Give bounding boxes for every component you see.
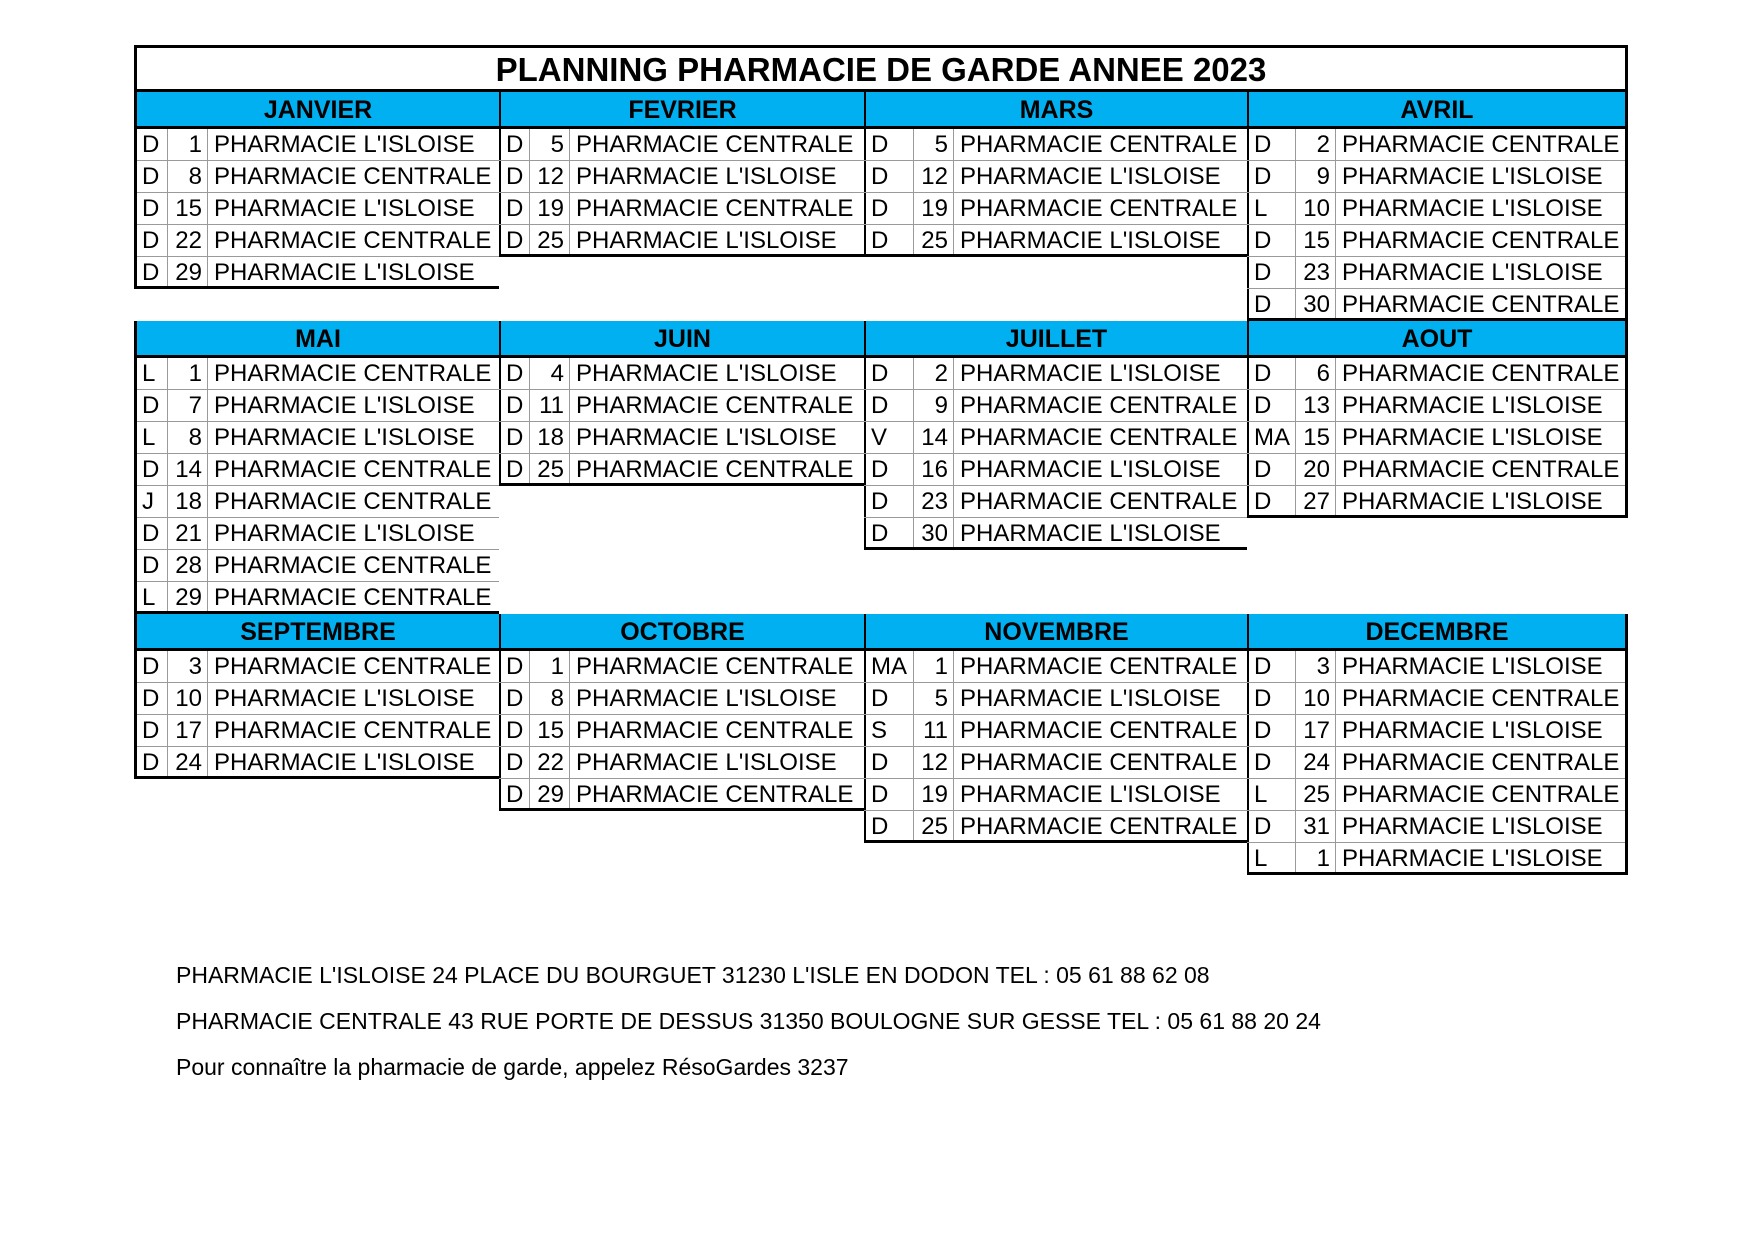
date-cell: 20	[1296, 454, 1336, 485]
date-cell: 7	[168, 390, 208, 421]
pharmacy-cell: PHARMACIE CENTRALE	[960, 653, 1238, 680]
day-cell: D	[1247, 358, 1296, 389]
day-cell: D	[1247, 715, 1296, 746]
pharmacy-cell: PHARMACIE L'ISLOISE	[214, 392, 475, 419]
duty-row	[1247, 683, 1625, 715]
duty-row	[1247, 129, 1625, 161]
pharmacy-cell: PHARMACIE CENTRALE	[214, 552, 492, 579]
pharmacy-cell: PHARMACIE L'ISLOISE	[960, 163, 1221, 190]
duty-row	[864, 811, 1247, 843]
month-header: JUIN	[499, 321, 864, 358]
duty-row	[137, 358, 499, 390]
date-cell: 5	[914, 129, 954, 160]
date-cell: 5	[530, 129, 570, 160]
date-cell: 6	[1296, 358, 1336, 389]
month-header: AVRIL	[1247, 92, 1628, 129]
day-cell: D	[1247, 225, 1296, 256]
date-cell: 15	[1296, 422, 1336, 453]
date-cell: 16	[914, 454, 954, 485]
date-cell: 5	[914, 683, 954, 714]
date-cell: 18	[168, 486, 208, 517]
day-cell: L	[1247, 779, 1296, 810]
duty-row	[137, 257, 499, 289]
duty-row	[137, 454, 499, 486]
date-cell: 22	[530, 747, 570, 778]
date-cell: 17	[1296, 715, 1336, 746]
date-cell: 12	[914, 161, 954, 192]
duty-row	[137, 486, 499, 518]
pharmacy-cell: PHARMACIE L'ISLOISE	[214, 749, 475, 776]
pharmacy-cell: PHARMACIE CENTRALE	[960, 488, 1238, 515]
pharmacy-cell: PHARMACIE L'ISLOISE	[960, 520, 1221, 547]
pharmacy-cell: PHARMACIE CENTRALE	[576, 392, 854, 419]
date-cell: 24	[1296, 747, 1336, 778]
day-cell: D	[499, 651, 530, 682]
month-header: AOUT	[1247, 321, 1628, 358]
pharmacy-cell: PHARMACIE L'ISLOISE	[576, 685, 837, 712]
date-cell: 1	[530, 651, 570, 682]
date-cell: 25	[530, 225, 570, 254]
pharmacy-cell: PHARMACIE CENTRALE	[960, 717, 1238, 744]
month-block	[134, 129, 499, 289]
date-cell: 25	[530, 454, 570, 483]
pharmacy-cell: PHARMACIE L'ISLOISE	[576, 424, 837, 451]
duty-row	[137, 422, 499, 454]
date-cell: 27	[1296, 486, 1336, 515]
duty-row	[864, 358, 1247, 390]
month-block	[1247, 651, 1628, 875]
duty-row	[499, 715, 864, 747]
duty-row	[1247, 715, 1625, 747]
date-cell: 12	[914, 747, 954, 778]
pharmacy-cell: PHARMACIE CENTRALE	[960, 749, 1238, 776]
day-cell: D	[1247, 161, 1296, 192]
duty-row	[864, 747, 1247, 779]
pharmacy-cell: PHARMACIE L'ISLOISE	[214, 195, 475, 222]
pharmacy-cell: PHARMACIE L'ISLOISE	[576, 163, 837, 190]
pharmacy-cell: PHARMACIE CENTRALE	[960, 813, 1238, 840]
day-cell: D	[499, 422, 530, 453]
pharmacy-cell: PHARMACIE L'ISLOISE	[1342, 845, 1603, 872]
pharmacy-cell: PHARMACIE L'ISLOISE	[1342, 424, 1603, 451]
day-cell: D	[499, 390, 530, 421]
month-header: OCTOBRE	[499, 614, 864, 651]
date-cell: 1	[168, 129, 208, 160]
pharmacy-cell: PHARMACIE L'ISLOISE	[214, 424, 475, 451]
date-cell: 4	[530, 358, 570, 389]
pharmacy-cell: PHARMACIE CENTRALE	[576, 456, 854, 483]
month-header: JANVIER	[134, 92, 499, 129]
month-block	[134, 651, 499, 779]
duty-row	[1247, 422, 1625, 454]
duty-row	[499, 225, 864, 257]
day-cell: D	[499, 193, 530, 224]
date-cell: 19	[914, 779, 954, 810]
duty-row	[137, 390, 499, 422]
day-cell: D	[1247, 289, 1296, 318]
date-cell: 17	[168, 715, 208, 746]
pharmacy-cell: PHARMACIE CENTRALE	[1342, 749, 1620, 776]
month-block	[499, 129, 864, 257]
duty-row	[1247, 390, 1625, 422]
pharmacy-cell: PHARMACIE CENTRALE	[576, 781, 854, 808]
duty-row	[1247, 193, 1625, 225]
date-cell: 10	[168, 683, 208, 714]
day-cell: D	[137, 454, 168, 485]
day-cell: D	[1247, 747, 1296, 778]
day-cell: D	[1247, 454, 1296, 485]
month-header: MAI	[134, 321, 499, 358]
date-cell: 3	[168, 651, 208, 682]
duty-row	[499, 161, 864, 193]
day-cell: D	[864, 225, 914, 254]
day-cell: D	[137, 390, 168, 421]
date-cell: 22	[168, 225, 208, 256]
day-cell: D	[1247, 651, 1296, 682]
pharmacy-cell: PHARMACIE CENTRALE	[214, 717, 492, 744]
date-cell: 29	[168, 582, 208, 611]
day-cell: D	[137, 518, 168, 549]
footer-resogardes-note: Pour connaître la pharmacie de garde, appelez RésoGardes 3237	[176, 1054, 849, 1080]
duty-row	[1247, 779, 1625, 811]
day-cell: D	[864, 454, 914, 485]
pharmacy-cell: PHARMACIE L'ISLOISE	[576, 749, 837, 776]
date-cell: 28	[168, 550, 208, 581]
date-cell: 8	[168, 161, 208, 192]
date-cell: 1	[168, 358, 208, 389]
pharmacy-cell: PHARMACIE L'ISLOISE	[214, 131, 475, 158]
pharmacy-cell: PHARMACIE CENTRALE	[960, 195, 1238, 222]
month-block	[864, 651, 1247, 843]
duty-row	[1247, 747, 1625, 779]
day-cell: D	[864, 811, 914, 840]
duty-row	[137, 161, 499, 193]
day-cell: D	[499, 683, 530, 714]
pharmacy-cell: PHARMACIE CENTRALE	[1342, 456, 1620, 483]
duty-row	[1247, 161, 1625, 193]
duty-row	[1247, 843, 1625, 875]
duty-row	[137, 651, 499, 683]
footer-address-centrale: PHARMACIE CENTRALE 43 RUE PORTE DE DESSUS 31350 BOULOGNE SUR GESSE TEL : 05 61 88 20 24	[176, 1008, 1321, 1034]
day-cell: D	[864, 683, 914, 714]
duty-row	[864, 193, 1247, 225]
date-cell: 12	[530, 161, 570, 192]
pharmacy-cell: PHARMACIE CENTRALE	[960, 392, 1238, 419]
duty-row	[499, 454, 864, 486]
pharmacy-cell: PHARMACIE CENTRALE	[214, 584, 492, 611]
duty-row	[137, 550, 499, 582]
day-cell: D	[1247, 683, 1296, 714]
duty-row	[864, 486, 1247, 518]
pharmacy-cell: PHARMACIE L'ISLOISE	[1342, 195, 1603, 222]
day-cell: MA	[1247, 422, 1296, 453]
month-block	[1247, 129, 1628, 321]
pharmacy-cell: PHARMACIE CENTRALE	[1342, 131, 1620, 158]
duty-row	[137, 518, 499, 550]
pharmacy-cell: PHARMACIE CENTRALE	[1342, 227, 1620, 254]
date-cell: 10	[1296, 683, 1336, 714]
day-cell: D	[864, 486, 914, 517]
date-cell: 25	[914, 225, 954, 254]
date-cell: 23	[914, 486, 954, 517]
date-cell: 14	[914, 422, 954, 453]
pharmacy-cell: PHARMACIE CENTRALE	[214, 227, 492, 254]
pharmacy-cell: PHARMACIE L'ISLOISE	[960, 781, 1221, 808]
day-cell: S	[864, 715, 914, 746]
day-cell: D	[1247, 129, 1296, 160]
duty-row	[499, 651, 864, 683]
day-cell: D	[137, 257, 168, 286]
footer-address-isloise: PHARMACIE L'ISLOISE 24 PLACE DU BOURGUET 31230 L'ISLE EN DODON TEL : 05 61 88 62 08	[176, 962, 1210, 988]
pharmacy-cell: PHARMACIE L'ISLOISE	[1342, 717, 1603, 744]
duty-row	[499, 747, 864, 779]
pharmacy-cell: PHARMACIE L'ISLOISE	[214, 259, 475, 286]
planning-grid	[134, 92, 1628, 875]
pharmacy-cell: PHARMACIE CENTRALE	[960, 424, 1238, 451]
date-cell: 29	[530, 779, 570, 808]
page-title: PLANNING PHARMACIE DE GARDE ANNEE 2023	[134, 45, 1628, 92]
date-cell: 8	[530, 683, 570, 714]
planning-sheet	[134, 45, 1628, 875]
day-cell: D	[499, 161, 530, 192]
day-cell: D	[499, 225, 530, 254]
date-cell: 3	[1296, 651, 1336, 682]
day-cell: L	[137, 358, 168, 389]
date-cell: 2	[1296, 129, 1336, 160]
pharmacy-cell: PHARMACIE L'ISLOISE	[960, 685, 1221, 712]
date-cell: 10	[1296, 193, 1336, 224]
pharmacy-cell: PHARMACIE L'ISLOISE	[1342, 813, 1603, 840]
day-cell: D	[499, 715, 530, 746]
day-cell: D	[864, 161, 914, 192]
duty-row	[864, 683, 1247, 715]
pharmacy-cell: PHARMACIE CENTRALE	[1342, 781, 1620, 808]
date-cell: 24	[168, 747, 208, 776]
month-block	[134, 358, 499, 614]
day-cell: L	[1247, 843, 1296, 872]
pharmacy-cell: PHARMACIE CENTRALE	[960, 131, 1238, 158]
date-cell: 2	[914, 358, 954, 389]
pharmacy-cell: PHARMACIE CENTRALE	[576, 195, 854, 222]
date-cell: 14	[168, 454, 208, 485]
date-cell: 15	[530, 715, 570, 746]
date-cell: 8	[168, 422, 208, 453]
date-cell: 21	[168, 518, 208, 549]
duty-row	[137, 715, 499, 747]
pharmacy-cell: PHARMACIE L'ISLOISE	[214, 520, 475, 547]
day-cell: D	[137, 747, 168, 776]
day-cell: J	[137, 486, 168, 517]
date-cell: 25	[1296, 779, 1336, 810]
pharmacy-cell: PHARMACIE L'ISLOISE	[576, 227, 837, 254]
date-cell: 19	[914, 193, 954, 224]
duty-row	[864, 715, 1247, 747]
pharmacy-cell: PHARMACIE L'ISLOISE	[960, 360, 1221, 387]
date-cell: 30	[1296, 289, 1336, 318]
day-cell: D	[137, 550, 168, 581]
month-header: DECEMBRE	[1247, 614, 1628, 651]
pharmacy-cell: PHARMACIE L'ISLOISE	[214, 685, 475, 712]
month-header: SEPTEMBRE	[134, 614, 499, 651]
duty-row	[864, 651, 1247, 683]
duty-row	[1247, 257, 1625, 289]
date-cell: 15	[1296, 225, 1336, 256]
date-cell: 15	[168, 193, 208, 224]
month-block	[499, 651, 864, 811]
date-cell: 19	[530, 193, 570, 224]
day-cell: D	[1247, 486, 1296, 515]
day-cell: D	[137, 225, 168, 256]
duty-row	[1247, 811, 1625, 843]
duty-row	[137, 747, 499, 779]
pharmacy-cell: PHARMACIE L'ISLOISE	[1342, 488, 1603, 515]
pharmacy-cell: PHARMACIE CENTRALE	[214, 456, 492, 483]
day-cell: D	[1247, 811, 1296, 842]
day-cell: L	[137, 422, 168, 453]
date-cell: 9	[1296, 161, 1336, 192]
day-cell: D	[137, 715, 168, 746]
pharmacy-cell: PHARMACIE CENTRALE	[214, 488, 492, 515]
date-cell: 25	[914, 811, 954, 840]
pharmacy-cell: PHARMACIE L'ISLOISE	[960, 227, 1221, 254]
month-header: NOVEMBRE	[864, 614, 1247, 651]
date-cell: 11	[914, 715, 954, 746]
duty-row	[864, 390, 1247, 422]
pharmacy-cell: PHARMACIE CENTRALE	[214, 163, 492, 190]
duty-row	[1247, 454, 1625, 486]
day-cell: D	[1247, 390, 1296, 421]
duty-row	[864, 518, 1247, 550]
duty-row	[499, 193, 864, 225]
pharmacy-cell: PHARMACIE L'ISLOISE	[1342, 163, 1603, 190]
day-cell: D	[499, 747, 530, 778]
duty-row	[864, 129, 1247, 161]
pharmacy-cell: PHARMACIE CENTRALE	[576, 653, 854, 680]
day-cell: D	[137, 161, 168, 192]
date-cell: 11	[530, 390, 570, 421]
duty-row	[499, 358, 864, 390]
day-cell: D	[499, 454, 530, 483]
duty-row	[864, 454, 1247, 486]
day-cell: D	[499, 358, 530, 389]
day-cell: D	[864, 129, 914, 160]
pharmacy-cell: PHARMACIE L'ISLOISE	[960, 456, 1221, 483]
duty-row	[499, 129, 864, 161]
date-cell: 18	[530, 422, 570, 453]
duty-row	[137, 225, 499, 257]
day-cell: D	[137, 129, 168, 160]
pharmacy-cell: PHARMACIE CENTRALE	[214, 653, 492, 680]
day-cell: D	[137, 683, 168, 714]
month-header: MARS	[864, 92, 1247, 129]
pharmacy-cell: PHARMACIE CENTRALE	[214, 360, 492, 387]
date-cell: 9	[914, 390, 954, 421]
day-cell: MA	[864, 651, 914, 682]
month-header: FEVRIER	[499, 92, 864, 129]
duty-row	[499, 390, 864, 422]
pharmacy-cell: PHARMACIE L'ISLOISE	[576, 360, 837, 387]
duty-row	[499, 779, 864, 811]
day-cell: D	[864, 358, 914, 389]
day-cell: D	[864, 193, 914, 224]
day-cell: D	[864, 779, 914, 810]
pharmacy-cell: PHARMACIE L'ISLOISE	[1342, 392, 1603, 419]
pharmacy-cell: PHARMACIE L'ISLOISE	[1342, 653, 1603, 680]
duty-row	[864, 225, 1247, 257]
month-block	[499, 358, 864, 486]
date-cell: 1	[1296, 843, 1336, 872]
date-cell: 31	[1296, 811, 1336, 842]
duty-row	[864, 161, 1247, 193]
day-cell: D	[1247, 257, 1296, 288]
duty-row	[137, 129, 499, 161]
duty-row	[1247, 289, 1625, 321]
month-header: JUILLET	[864, 321, 1247, 358]
pharmacy-cell: PHARMACIE CENTRALE	[576, 131, 854, 158]
duty-row	[864, 422, 1247, 454]
day-cell: D	[499, 779, 530, 808]
duty-row	[499, 683, 864, 715]
day-cell: D	[864, 518, 914, 547]
month-block	[864, 129, 1247, 257]
pharmacy-cell: PHARMACIE CENTRALE	[1342, 360, 1620, 387]
duty-row	[137, 683, 499, 715]
duty-row	[1247, 651, 1625, 683]
date-cell: 30	[914, 518, 954, 547]
duty-row	[137, 582, 499, 614]
date-cell: 29	[168, 257, 208, 286]
duty-row	[1247, 225, 1625, 257]
footer	[176, 952, 1321, 1090]
pharmacy-cell: PHARMACIE L'ISLOISE	[1342, 259, 1603, 286]
month-block	[1247, 358, 1628, 518]
day-cell: D	[499, 129, 530, 160]
day-cell: D	[864, 390, 914, 421]
day-cell: L	[137, 582, 168, 611]
duty-row	[499, 422, 864, 454]
duty-row	[864, 779, 1247, 811]
pharmacy-cell: PHARMACIE CENTRALE	[1342, 685, 1620, 712]
day-cell: V	[864, 422, 914, 453]
duty-row	[1247, 358, 1625, 390]
duty-row	[137, 193, 499, 225]
day-cell: D	[864, 747, 914, 778]
pharmacy-cell: PHARMACIE CENTRALE	[576, 717, 854, 744]
date-cell: 13	[1296, 390, 1336, 421]
pharmacy-cell: PHARMACIE CENTRALE	[1342, 291, 1620, 318]
duty-row	[1247, 486, 1625, 518]
month-block	[864, 358, 1247, 550]
day-cell: D	[137, 193, 168, 224]
day-cell: D	[137, 651, 168, 682]
date-cell: 23	[1296, 257, 1336, 288]
day-cell: L	[1247, 193, 1296, 224]
date-cell: 1	[914, 651, 954, 682]
